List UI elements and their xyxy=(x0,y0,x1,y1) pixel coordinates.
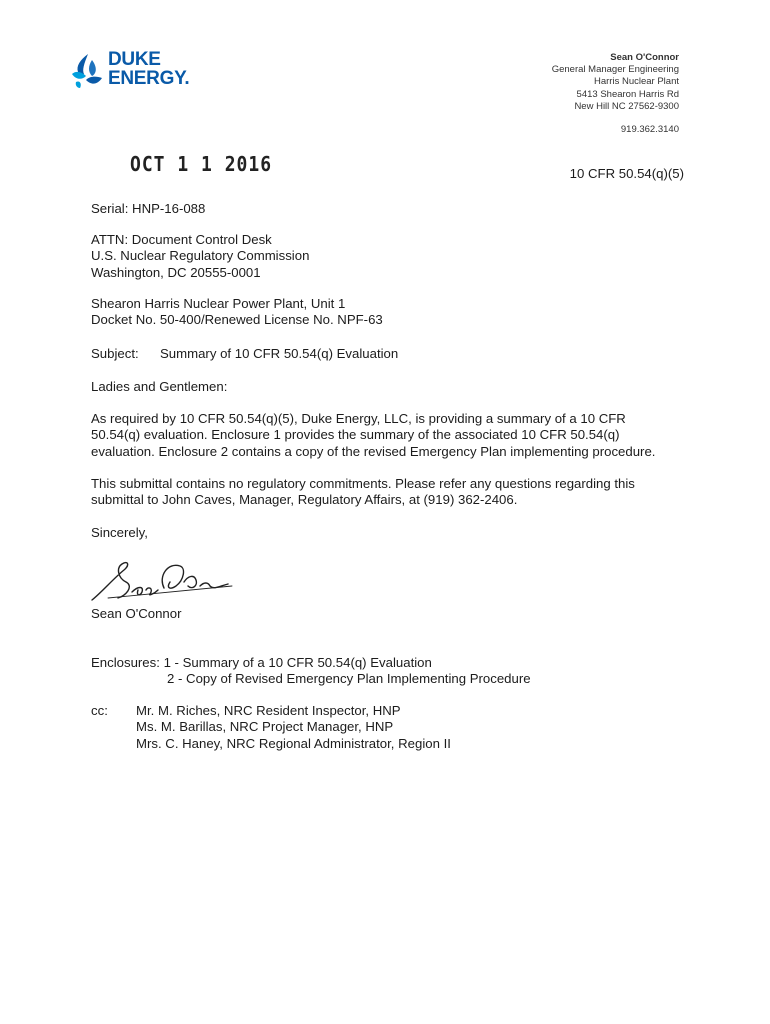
body-line: evaluation. Enclosure 2 contains a copy of the revised Emergency Plan implementing procedure. xyxy=(91,443,656,459)
enclosure-line: Enclosures: 1 - Summary of a 10 CFR 50.54(q) Evaluation xyxy=(91,655,432,670)
closing: Sincerely, xyxy=(91,525,148,540)
logo-line-2: ENERGY. xyxy=(108,68,190,89)
date-stamp: OCT 1 1 2016 xyxy=(130,152,273,177)
subject-text: Summary of 10 CFR 50.54(q) Evaluation xyxy=(160,346,399,361)
cc-label: cc: xyxy=(91,703,108,718)
cc-recipient: Ms. M. Barillas, NRC Project Manager, HNP xyxy=(136,719,394,735)
logo-line-1: DUKE xyxy=(108,49,161,70)
sender-street: 5413 Shearon Harris Rd xyxy=(576,88,679,100)
body-line: submittal to John Caves, Manager, Regulatory Affairs, at (919) 362-2406. xyxy=(91,492,518,508)
serial-line: Serial: HNP-16-088 xyxy=(91,201,206,216)
addressee-line: U.S. Nuclear Regulatory Commission xyxy=(91,248,310,264)
facility-line: Shearon Harris Nuclear Power Plant, Unit 1 xyxy=(91,296,346,311)
subject-label: Subject: xyxy=(91,346,139,361)
addressee-block xyxy=(91,232,309,281)
enclosures-block xyxy=(91,655,531,688)
sender-block xyxy=(552,52,679,136)
body-line: This submittal contains no regulatory commitments. Please refer any questions regarding this xyxy=(91,476,635,491)
subject-line xyxy=(91,346,398,362)
sender-phone: 919.362.3140 xyxy=(620,124,679,136)
flame-icon xyxy=(68,52,106,90)
cc-recipient: Mrs. C. Haney, NRC Regional Administrator, Region II xyxy=(136,735,451,751)
facility-block xyxy=(91,296,383,329)
body-paragraph-1 xyxy=(91,411,655,460)
salutation: Ladies and Gentlemen: xyxy=(91,379,228,394)
regulation-reference: 10 CFR 50.54(q)(5) xyxy=(569,166,684,181)
sender-name: Sean O'Connor xyxy=(610,52,679,63)
cc-block xyxy=(91,703,451,752)
body-paragraph-2 xyxy=(91,476,635,509)
body-line: As required by 10 CFR 50.54(q)(5), Duke Energy, LLC, is providing a summary of a 10 CFR xyxy=(91,411,626,426)
sender-plant: Harris Nuclear Plant xyxy=(594,76,679,88)
signatory-name: Sean O'Connor xyxy=(91,606,182,621)
duke-energy-logo xyxy=(68,50,208,96)
body-line: 50.54(q) evaluation. Enclosure 1 provides the summary of the associated 10 CFR 50.54(q) xyxy=(91,427,620,443)
facility-line: Docket No. 50-400/Renewed License No. NPF-63 xyxy=(91,312,383,328)
handwritten-signature xyxy=(88,552,238,608)
addressee-line: Washington, DC 20555-0001 xyxy=(91,264,261,280)
enclosure-line: 2 - Copy of Revised Emergency Plan Implementing Procedure xyxy=(167,671,531,687)
sender-city: New Hill NC 27562-9300 xyxy=(574,100,679,112)
cc-recipient: Mr. M. Riches, NRC Resident Inspector, HNP xyxy=(136,703,401,718)
logo-wordmark xyxy=(108,50,189,88)
addressee-line: ATTN: Document Control Desk xyxy=(91,232,272,247)
sender-title: General Manager Engineering xyxy=(551,64,679,76)
